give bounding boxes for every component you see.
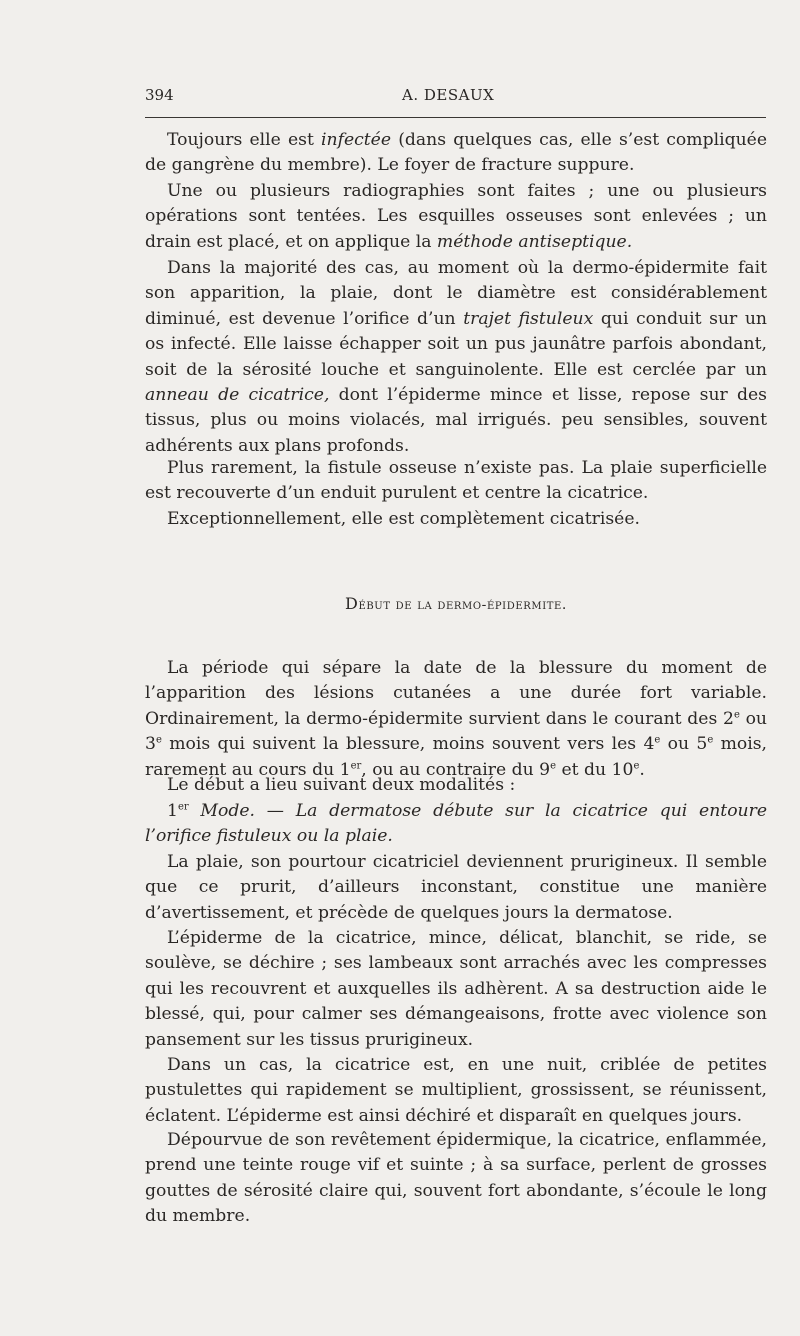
superscript: e — [155, 734, 162, 746]
section-heading-initial: D — [345, 594, 359, 613]
paragraph-3-text-a: Dans la majorité des cas, au moment où la dermo-épidermite fait son apparition, la plaie, dont le diamètre est considérablement diminué, est devenue l’orifice d’un — [145, 258, 767, 329]
paragraph-2 — [145, 179, 767, 255]
mode-number: 1 — [167, 801, 178, 821]
paragraph-10: L’épiderme de la cicatrice, mince, délicat, blanchit, se ride, se soulève, se déchire ; ses lambeaux sont arrachés avec les compresses qui les recouvrent et auxquelles ils adhèrent. A sa destruction aide le blessé, qui, pour calmer ses démangeaisons, frotte avec violence son pansement sur les tissus prurigineux. — [145, 928, 767, 1050]
paragraph-3-text-b: qui conduit sur un os infecté. Elle laisse échapper soit un pus jaunâtre parfois abondant, soit de la sérosité louche et sanguinolente. Elle est cerclée par un — [145, 308, 767, 380]
paragraph-3-emphasis-1: trajet fistuleux — [463, 308, 594, 329]
superscript: e — [707, 734, 714, 746]
superscript: e — [733, 709, 740, 721]
paragraph-1-text-a: Toujours elle est — [167, 130, 322, 150]
paragraph-7: Le début a lieu suivant deux modalités : — [167, 775, 516, 795]
paragraph-6-text-g: et du 10 — [556, 759, 634, 780]
paragraph-6-text-a: La période qui sépare la date de la blessure du moment de l’apparition des lésions cutanées a une durée fort variable. Ordinairement, la dermo-épidermite survient dans le courant des 2 — [145, 658, 767, 729]
paragraph-1-emphasis: infectée — [321, 130, 392, 150]
superscript: e — [654, 734, 661, 746]
mode-number-superscript: er — [177, 801, 189, 813]
superscript: e — [550, 759, 557, 771]
paragraph-6-text-f: , ou au contraire du 9 — [361, 759, 551, 780]
paragraph-6-text-h: . — [639, 759, 645, 780]
paragraph-1-text-b: (dans quelques cas, elle s’est compliquée de gangrène du membre). Le foyer de fracture suppure. — [145, 130, 767, 176]
paragraph-5: Exceptionnellement, elle est complètement cicatrisée. — [167, 509, 640, 529]
paragraph-6-text-e: mois, rarement au cours du 1 — [145, 734, 768, 780]
running-head: A. DESAUX — [402, 86, 495, 104]
page-header — [145, 84, 767, 106]
paragraph-4: Plus rarement, la fistule osseuse n’existe pas. La plaie superficielle est recouverte d’un enduit purulent et centre la cicatrice. — [145, 458, 767, 504]
superscript: e — [633, 759, 640, 771]
paragraph-6-text-c: mois qui suivent la blessure, moins souvent vers les 4 — [161, 734, 655, 755]
header-rule — [145, 117, 766, 118]
paragraph-6-text-b: ou 3 — [145, 708, 768, 755]
paragraph-3-text-c: dont l’épiderme mince et lisse, repose sur des tissus, plus ou moins violacés, mal irrigués. peu sensibles, souvent adhérents aux plans profonds. — [145, 385, 767, 456]
paragraph-12: Dépourvue de son revêtement épidermique, la cicatrice, enflammée, prend une teinte rouge vif et suinte ; à sa surface, perlent de grosses gouttes de sérosité claire qui, souvent fort abondante, s’écoule le long du membre. — [145, 1130, 767, 1227]
section-heading-text: ébut de la dermo-épidermite. — [358, 597, 567, 613]
paragraph-3-emphasis-2: anneau de cicatrice, — [145, 385, 330, 406]
paragraph-1 — [145, 128, 767, 179]
section-heading — [145, 594, 767, 613]
paragraph-11: Dans un cas, la cicatrice est, en une nuit, criblée de petites pustulettes qui rapidement se multiplient, grossissent, se réunissent, éclatent. L’épiderme est ainsi déchiré et disparaît en quelques jours. — [145, 1055, 767, 1126]
paragraph-2-text-a: Une ou plusieurs radiographies sont faites ; une ou plusieurs opérations sont tentées. Les esquilles osseuses sont enlevées ; un drain est placé, et on applique la — [145, 181, 767, 252]
paragraph-3 — [145, 256, 767, 459]
paragraph-2-emphasis: méthode antiseptique. — [436, 231, 633, 252]
paragraph-6-text-d: ou 5 — [660, 734, 708, 755]
page-number: 394 — [145, 86, 174, 104]
paragraph-8 — [145, 799, 767, 850]
paragraph-6 — [145, 656, 767, 783]
superscript: er — [350, 759, 362, 771]
mode-description: Mode. — La dermatose débute sur la cicatrice qui entoure l’orifice fistuleux ou la plaie. — [145, 801, 767, 847]
paragraph-9: La plaie, son pourtour cicatriciel deviennent prurigineux. Il semble que ce prurit, d’ailleurs inconstant, constitue une manière d’avertissement, et précède de quelques jours la dermatose. — [145, 852, 767, 923]
